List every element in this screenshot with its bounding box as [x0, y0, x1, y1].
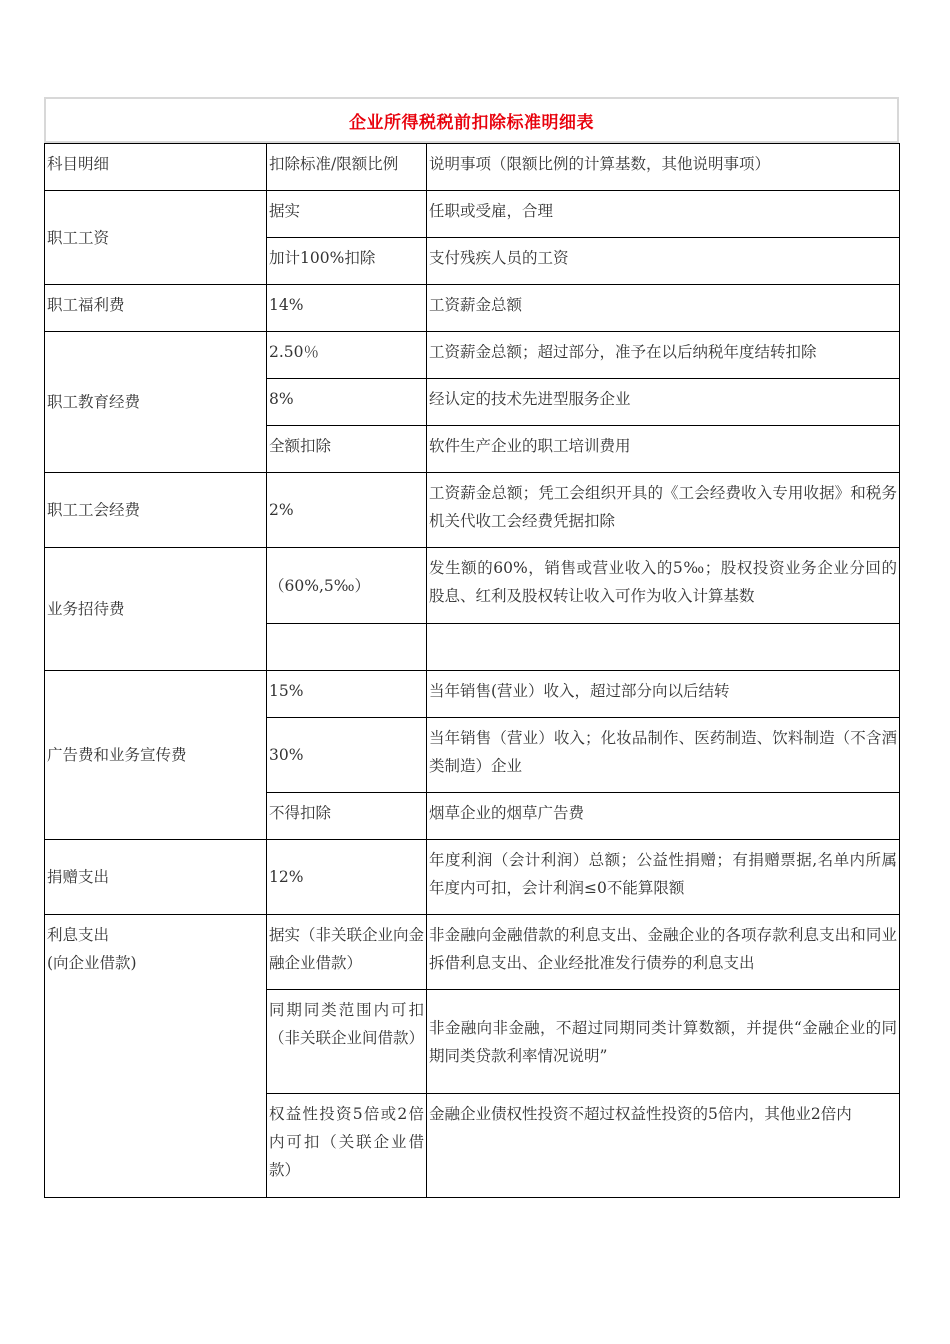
subject-cell: 捐赠支出 [45, 840, 267, 915]
table-row [45, 840, 900, 915]
table-row [45, 285, 900, 332]
note-cell: 当年销售（营业）收入；化妆品制作、医药制造、饮料制造（不含酒类制造）企业 [427, 718, 900, 793]
table-row [45, 548, 900, 624]
document [44, 97, 899, 1198]
subject-cell: 职工工会经费 [45, 473, 267, 548]
note-cell: 金融企业债权性投资不超过权益性投资的5倍内，其他业2倍内 [427, 1094, 900, 1198]
subject-cell: 职工福利费 [45, 285, 267, 332]
standard-cell: 据实 [267, 191, 427, 238]
note-cell: 非金融向非金融，不超过同期同类计算数额，并提供“金融企业的同期同类贷款利率情况说明” [427, 990, 900, 1094]
standard-cell: （60%,5‰） [267, 548, 427, 624]
table-row [45, 473, 900, 548]
table-row [45, 332, 900, 379]
subject-cell: 职工教育经费 [45, 332, 267, 473]
table-row [45, 915, 900, 990]
subject-cell [45, 915, 267, 1198]
standard-cell: 加计100%扣除 [267, 238, 427, 285]
subject-cell: 广告费和业务宣传费 [45, 671, 267, 840]
table-row [45, 671, 900, 718]
note-cell: 工资薪金总额 [427, 285, 900, 332]
deduction-table [44, 143, 900, 1198]
standard-cell: 权益性投资5倍或2倍内可扣（关联企业借款） [267, 1094, 427, 1198]
header-subject: 科目明细 [45, 144, 267, 191]
standard-cell: 12% [267, 840, 427, 915]
standard-cell: 2.50％ [267, 332, 427, 379]
standard-cell: 8% [267, 379, 427, 426]
standard-cell [267, 624, 427, 671]
subject-line-1: 利息支出 [47, 926, 110, 944]
note-cell: 任职或受雇，合理 [427, 191, 900, 238]
standard-cell: 全额扣除 [267, 426, 427, 473]
table-row [45, 191, 900, 238]
standard-cell: 14% [267, 285, 427, 332]
note-cell: 工资薪金总额；凭工会组织开具的《工会经费收入专用收据》和税务机关代收工会经费凭据扣除 [427, 473, 900, 548]
note-cell: 当年销售(营业）收入，超过部分向以后结转 [427, 671, 900, 718]
standard-cell: 30% [267, 718, 427, 793]
subject-line-2: (向企业借款) [47, 954, 137, 972]
note-cell: 经认定的技术先进型服务企业 [427, 379, 900, 426]
standard-cell: 15% [267, 671, 427, 718]
standard-cell: 据实（非关联企业向金融企业借款） [267, 915, 427, 990]
subject-cell: 业务招待费 [45, 548, 267, 671]
note-cell: 支付残疾人员的工资 [427, 238, 900, 285]
note-cell: 软件生产企业的职工培训费用 [427, 426, 900, 473]
header-note: 说明事项（限额比例的计算基数，其他说明事项） [427, 144, 900, 191]
standard-cell: 不得扣除 [267, 793, 427, 840]
header-row [45, 144, 900, 191]
standard-cell: 同期同类范围内可扣（非关联企业间借款） [267, 990, 427, 1094]
note-cell [427, 624, 900, 671]
note-cell: 工资薪金总额；超过部分，准予在以后纳税年度结转扣除 [427, 332, 900, 379]
header-standard: 扣除标准/限额比例 [267, 144, 427, 191]
note-cell: 年度利润（会计利润）总额；公益性捐赠；有捐赠票据,名单内所属年度内可扣，会计利润≤0不能算限额 [427, 840, 900, 915]
note-cell: 烟草企业的烟草广告费 [427, 793, 900, 840]
note-cell: 发生额的60%，销售或营业收入的5‰；股权投资业务企业分回的股息、红利及股权转让收入可作为收入计算基数 [427, 548, 900, 624]
note-cell: 非金融向金融借款的利息支出、金融企业的各项存款利息支出和同业拆借利息支出、企业经批准发行债券的利息支出 [427, 915, 900, 990]
page-title: 企业所得税税前扣除标准明细表 [349, 112, 594, 133]
subject-cell: 职工工资 [45, 191, 267, 285]
standard-cell: 2% [267, 473, 427, 548]
title-box [44, 97, 899, 143]
